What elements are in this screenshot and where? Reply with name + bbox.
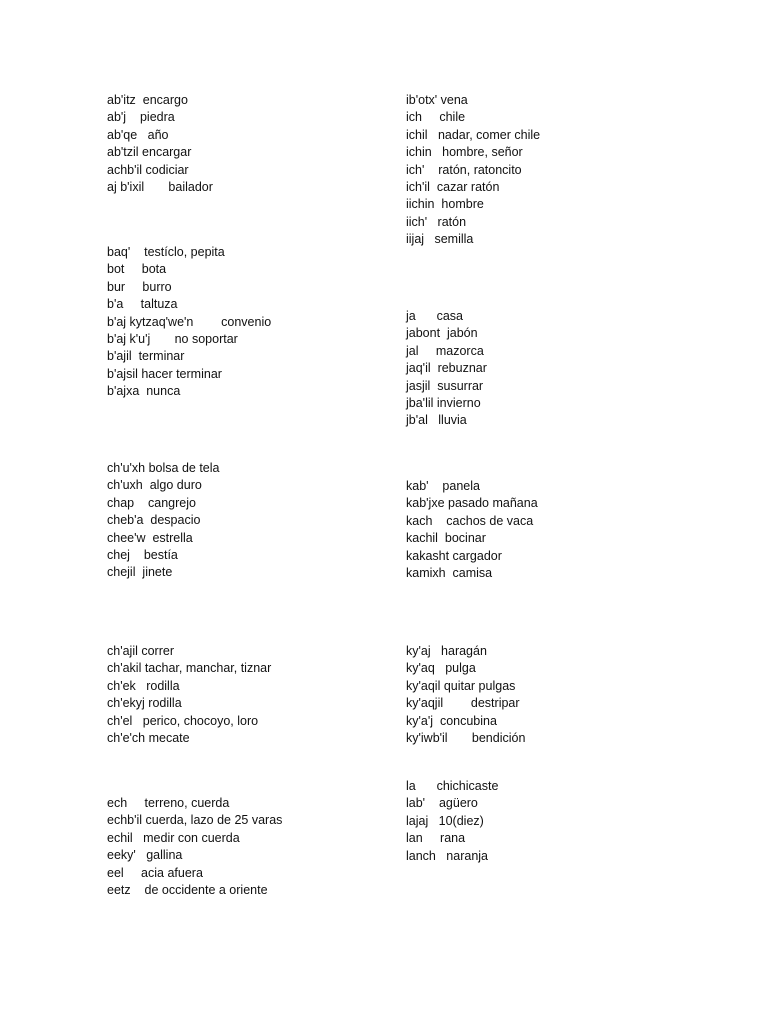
dictionary-entry: kach cachos de vaca [406,513,534,528]
dictionary-entry: ab'tzil encargar [107,145,192,160]
dictionary-entry: echb'il cuerda, lazo de 25 varas [107,813,283,828]
dictionary-entry: b'aj k'u'j no soportar [107,331,238,346]
dictionary-entry: iijaj semilla [406,232,474,247]
word-group-ch-glottal [107,643,437,747]
dictionary-entry: bur burro [107,279,172,294]
dictionary-entry: chap cangrejo [107,495,196,510]
dictionary-entry: iichin hombre [406,197,484,212]
dictionary-entry: ch'ekyj rodilla [107,696,182,711]
dictionary-entry: jal mazorca [406,343,484,358]
dictionary-entry: ky'aq pulga [406,661,476,676]
dictionary-entry: cheb'a despacio [107,513,201,528]
word-group-i [406,92,736,249]
dictionary-entry: kachil bocinar [406,531,486,546]
word-group-k [406,478,736,582]
dictionary-entry: ch'uxh algo duro [107,478,202,493]
dictionary-entry: bot bota [107,262,167,277]
dictionary-entry: la chichicaste [406,779,499,793]
dictionary-entry: ab'itz encargo [107,93,188,107]
dictionary-entry: chejil jinete [107,565,173,580]
dictionary-entry: achb'il codiciar [107,162,189,177]
dictionary-entry: jb'al lluvia [406,413,467,428]
word-group-j [406,308,736,430]
dictionary-entry: ich'il cazar ratón [406,179,500,194]
dictionary-entry: ky'aqjil destripar [406,696,520,711]
dictionary-entry: eel acia afuera [107,865,203,880]
dictionary-entry: b'a taltuza [107,297,178,312]
dictionary-entry: ky'a'j concubina [406,713,497,728]
word-group-a [107,92,437,196]
dictionary-entry: lab' agüero [406,796,478,811]
dictionary-entry: ichin hombre, señor [406,145,523,160]
dictionary-entry: ky'iwb'il bendición [406,730,526,745]
dictionary-entry: ech terreno, cuerda [107,796,230,810]
dictionary-entry: ch'ek rodilla [107,678,180,693]
word-group-e [107,795,437,899]
dictionary-entry: echil medir con cuerda [107,830,240,845]
dictionary-entry: b'ajxa nunca [107,384,181,399]
dictionary-entry: ab'j piedra [107,110,175,125]
word-group-l [406,778,736,865]
dictionary-entry: ichil nadar, comer chile [406,127,541,142]
dictionary-entry: chee'w estrella [107,530,193,545]
word-group-b [107,244,437,401]
dictionary-entry: ch'u'xh bolsa de tela [107,461,220,475]
dictionary-entry: jasjil susurrar [406,378,484,393]
dictionary-entry: b'ajil terminar [107,349,185,364]
dictionary-entry: aj b'ixil bailador [107,179,213,194]
dictionary-entry: ab'qe año [107,127,169,142]
dictionary-entry: ky'aj haragán [406,644,487,658]
dictionary-entry: jabont jabón [406,326,478,341]
dictionary-entry: lajaj 10(diez) [406,813,484,828]
dictionary-entry: ch'e'ch mecate [107,730,190,745]
dictionary-entry: ch'el perico, chocoyo, loro [107,713,259,728]
dictionary-entry: kamixh camisa [406,565,493,580]
dictionary-entry: lanch naranja [406,848,489,863]
dictionary-entry: baq' testíclo, pepita [107,245,225,259]
dictionary-entry: kakasht cargador [406,548,502,563]
dictionary-entry: ich' ratón, ratoncito [406,162,522,177]
dictionary-entry: jba'lil invierno [406,395,481,410]
dictionary-entry: ch'ajil correr [107,644,174,658]
dictionary-entry: chej bestía [107,547,178,562]
dictionary-entry: b'ajsil hacer terminar [107,366,222,381]
dictionary-entry: kab' panela [406,479,480,493]
dictionary-entry: lan rana [406,831,466,846]
dictionary-entry: b'aj kytzaq'we'n convenio [107,314,272,329]
word-group-ch [107,460,437,582]
dictionary-entry: ja casa [406,309,463,323]
dictionary-entry: ib'otx' vena [406,93,468,107]
dictionary-entry: ky'aqil quitar pulgas [406,678,516,693]
dictionary-entry: eeky' gallina [107,848,183,863]
word-group-ky [406,643,736,747]
dictionary-entry: jaq'il rebuznar [406,361,487,376]
dictionary-entry: iich' ratón [406,214,467,229]
dictionary-entry: ich chile [406,110,466,125]
dictionary-entry: ch'akil tachar, manchar, tiznar [107,661,272,676]
dictionary-entry: kab'jxe pasado mañana [406,496,538,511]
dictionary-entry: eetz de occidente a oriente [107,882,268,897]
